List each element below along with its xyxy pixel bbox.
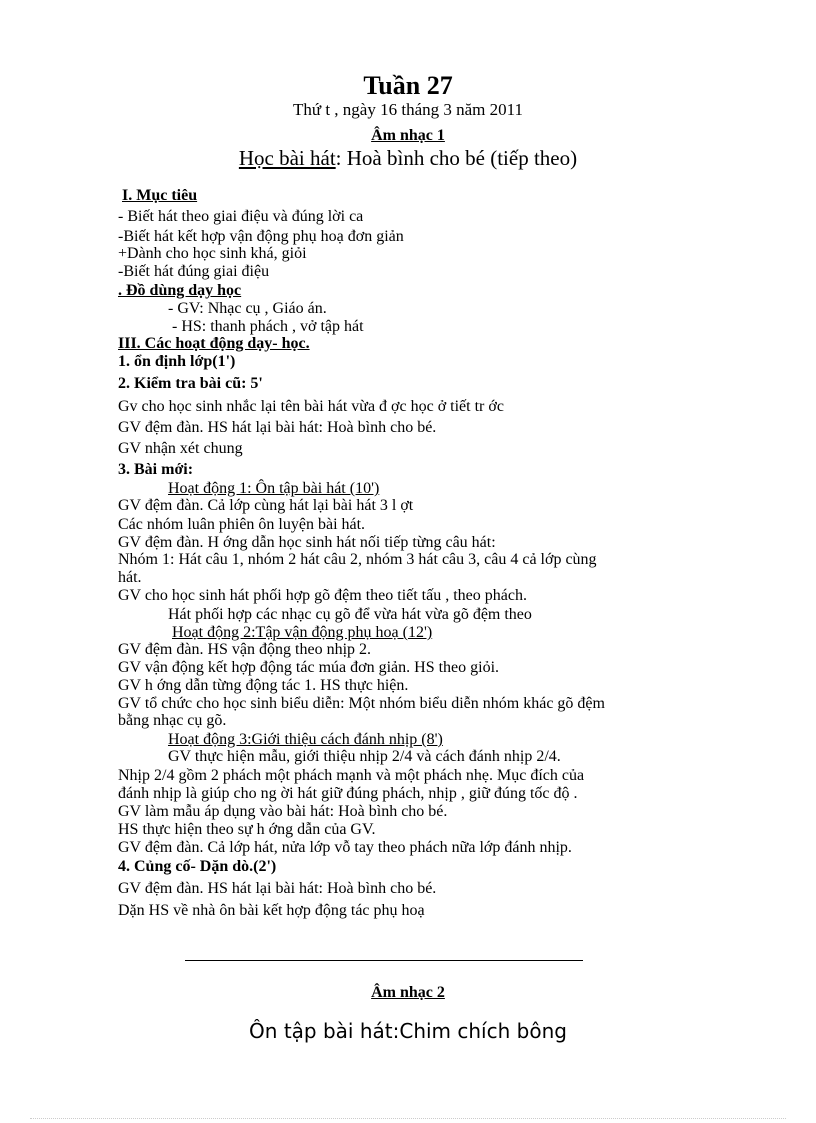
body-line: GV đệm đàn. HS vận động theo nhịp 2. [118,641,372,658]
objective-line: - Biết hát theo giai điệu và đúng lời ca [118,208,364,225]
body-line: Nhóm 1: Hát câu 1, nhóm 2 hát câu 2, nhóm 3 hát câu 3, câu 4 cả lớp cùng [118,551,597,568]
body-line: hát. [118,569,142,586]
week-title: Tuần 27 [363,71,453,100]
objective-line: -Biết hát đúng giai điệu [118,263,270,280]
body-line: GV đệm đàn. Cả lớp hát, nửa lớp vỗ tay theo phách nữa lớp đánh nhịp. [118,839,572,856]
body-line: GV đệm đàn. H ớng dẫn học sinh hát nối tiếp từng câu hát: [118,534,496,551]
section-objectives: I. Mục tiêu [122,187,198,204]
body-line: Dặn HS về nhà ôn bài kết hợp động tác phụ hoạ [118,902,425,919]
subject-heading-1: Âm nhạc 1 [371,127,445,144]
lesson-title-2: Ôn tập bài hát:Chim chích bông [249,1019,567,1043]
body-line: GV nhận xét chung [118,440,243,457]
activity-heading: Hoạt động 3:Giới thiệu cách đánh nhịp (8') [168,731,443,748]
subject-heading-2: Âm nhạc 2 [371,984,445,1001]
body-line: GV làm mẫu áp dụng vào bài hát: Hoà bình cho bé. [118,803,448,820]
activity-heading: Hoạt động 2:Tập vận động phụ hoạ (12') [172,624,433,641]
body-line: Hát phối hợp các nhạc cụ gõ để vừa hát vừa gõ đệm theo [168,606,532,623]
body-line: Gv cho học sinh nhắc lại tên bài hát vừa đ ợc học ở tiết tr ớc [118,398,504,415]
section-divider [185,960,583,961]
lesson-title-1 [0,148,816,169]
body-line: GV đệm đàn. HS hát lại bài hát: Hoà bình cho bé. [118,419,437,436]
step-heading: 1. ổn định lớp(1') [118,353,236,370]
body-line: HS thực hiện theo sự h ớng dẫn của GV. [118,821,376,838]
body-line: GV đệm đàn. Cả lớp cùng hát lại bài hát 3 l ợt [118,497,414,514]
materials-line: - GV: Nhạc cụ , Giáo án. [168,300,327,317]
body-line: GV đệm đàn. HS hát lại bài hát: Hoà bình cho bé. [118,880,437,897]
materials-line: - HS: thanh phách , vở tập hát [172,318,364,335]
date-line: Thứ t , ngày 16 tháng 3 năm 2011 [292,100,524,119]
objective-line: -Biết hát kết hợp vận động phụ hoạ đơn giản [118,228,404,245]
lesson-name: : Hoà bình cho bé (tiếp theo) [335,146,578,170]
step-heading: 4. Củng cố- Dặn dò.(2') [118,858,277,875]
section-activities: III. Các hoạt động dạy- học. [118,335,310,352]
lesson-prefix: Học bài hát [238,146,336,170]
page-bottom-border [30,1118,786,1119]
body-line: GV cho học sinh hát phối hợp gõ đệm theo tiết tấu , theo phách. [118,587,527,604]
body-line: Nhịp 2/4 gồm 2 phách một phách mạnh và một phách nhẹ. Mục đích của [118,767,585,784]
step-heading: 3. Bài mới: [118,461,194,478]
section-materials: . Đồ dùng dạy học [118,282,242,299]
body-line: đánh nhịp là giúp cho ng ời hát giữ đúng phách, nhịp , giữ đúng tốc độ . [118,785,578,802]
body-line: bằng nhạc cụ gõ. [118,712,227,729]
step-heading: 2. Kiểm tra bài cũ: 5' [118,375,263,392]
body-line: GV thực hiện mẫu, giới thiệu nhịp 2/4 và cách đánh nhịp 2/4. [168,748,561,765]
objective-line: +Dành cho học sinh khá, giỏi [118,245,307,262]
body-line: Các nhóm luân phiên ôn luyện bài hát. [118,516,366,533]
body-line: GV tổ chức cho học sinh biểu diễn: Một nhóm biểu diễn nhóm khác gõ đệm [118,695,605,712]
body-line: GV vận động kết hợp động tác múa đơn giản. HS theo giỏi. [118,659,500,676]
body-line: GV h ớng dẫn từng động tác 1. HS thực hiện. [118,677,409,694]
activity-heading: Hoạt động 1: Ôn tập bài hát (10') [168,480,380,497]
